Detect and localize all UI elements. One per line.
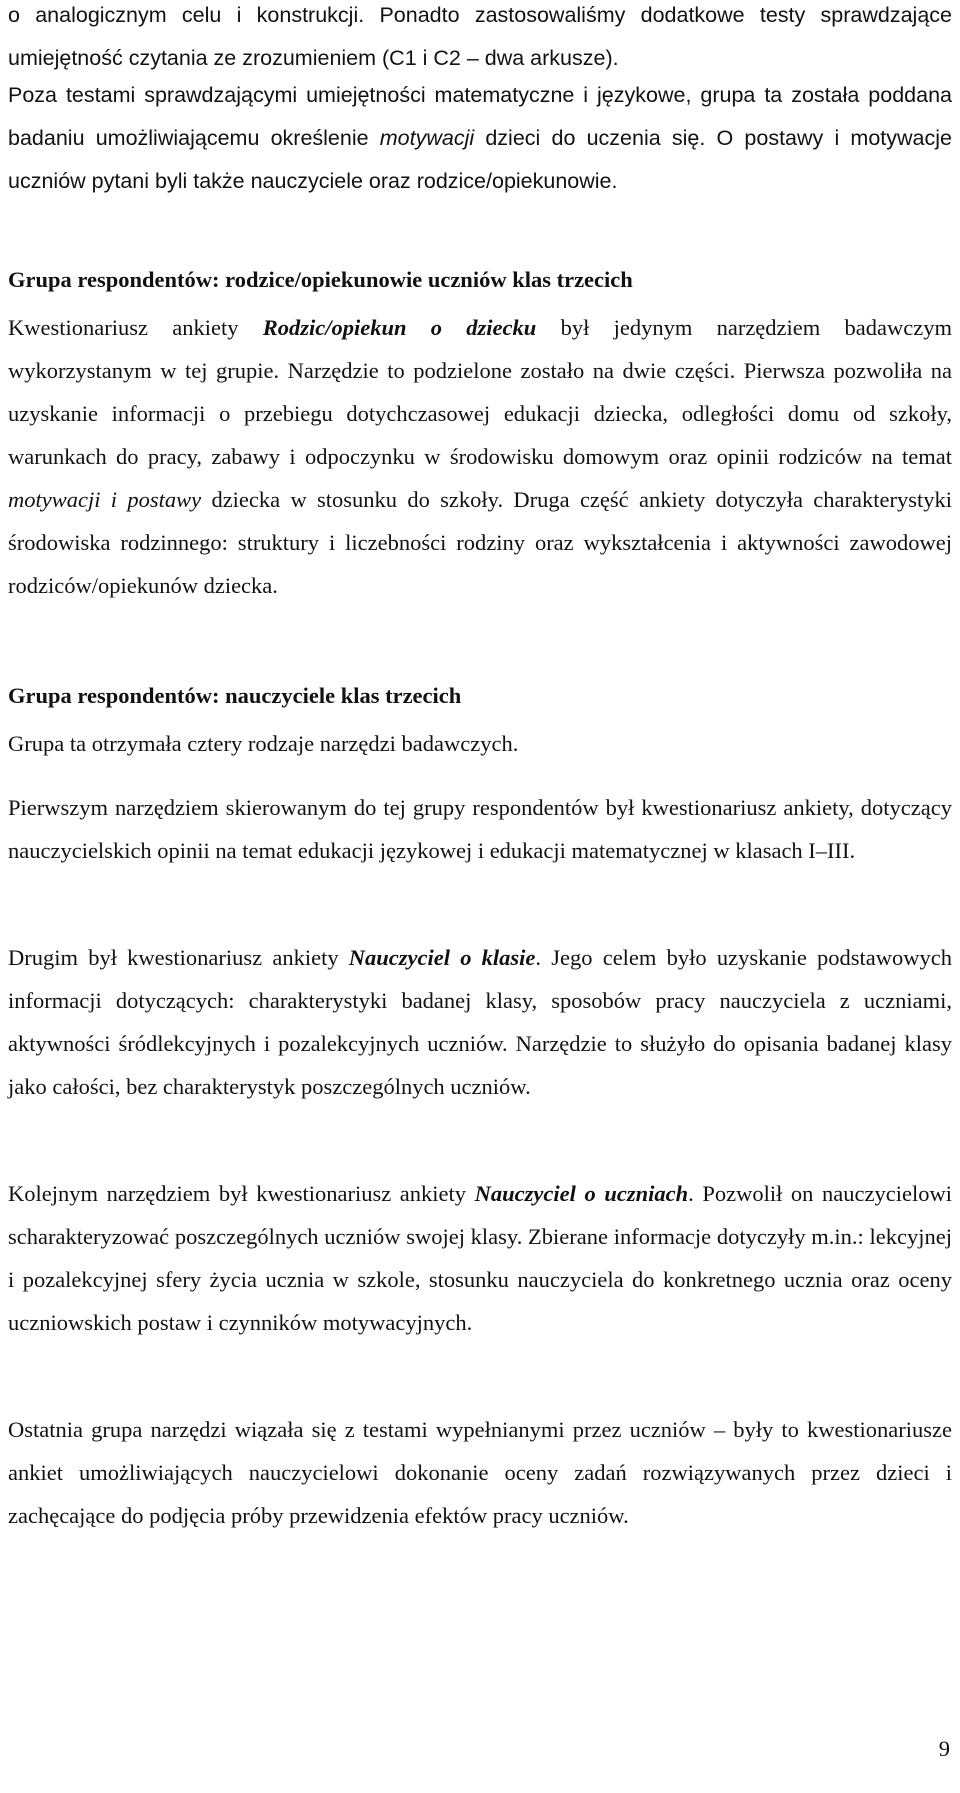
paragraph-parents-text-c: był jedynym narzędziem badawczym wykorzystanym w tej grupie. Narzędzie to podzielone zostało na dwie części. Pierwsza pozwoliła na uzyskanie informacji o przebiegu dotychczasowej edukacji dziecka, odległości domu od szkoły, warunkach do pracy, zabawy i odpoczynku w środowisku domowym oraz opinii rodziców na temat bbox=[8, 315, 952, 469]
paragraph-first-tool: Pierwszym narzędziem skierowanym do tej grupy respondentów był kwestionariusz ankiety, dotyczący nauczycielskich opinii na temat edukacji językowej i edukacji matematycznej w klasach I–III. bbox=[8, 795, 952, 863]
paragraph-third-text-c: . Pozwolił on nauczycielowi scharakteryzować poszczególnych uczniów swojej klasy. Zbierane informacje dotyczyły m.in.: lekcyjnej i pozalekcyjnej sfery życia ucznia w szkole, stosunku nauczyciela do konkretnego ucznia oraz oceny uczniowskich postaw i czynników motywacyjnych. bbox=[8, 1181, 952, 1335]
section-heading-parents: Grupa respondentów: rodzice/opiekunowie uczniów klas trzecich bbox=[8, 267, 633, 292]
paragraph-teachers-intro: Grupa ta otrzymała cztery rodzaje narzędzi badawczych. bbox=[8, 731, 519, 756]
section-heading-teachers: Grupa respondentów: nauczyciele klas trzecich bbox=[8, 683, 462, 708]
paragraph-parents-questionnaire bbox=[8, 306, 952, 607]
paragraph-parents-text-a: Kwestionariusz ankiety bbox=[8, 315, 263, 340]
paragraph-last-tool: Ostatnia grupa narzędzi wiązała się z testami wypełnianymi przez uczniów – były to kwestionariusze ankiet umożliwiających nauczycielowi dokonanie oceny zadań rozwiązywanych przez dzieci i zachęcające do podjęcia próby przewidzenia efektów pracy uczniów. bbox=[8, 1417, 952, 1528]
paragraph-motivation-text-c: dzieci do uczenia się. O postawy i motywacje uczniów pytani byli także nauczyciele oraz rodzice/opiekunowie. bbox=[8, 126, 952, 193]
paragraph-third-text-a: Kolejnym narzędziem był kwestionariusz ankiety bbox=[8, 1181, 475, 1206]
paragraph-second-text-a: Drugim był kwestionariusz ankiety bbox=[8, 945, 349, 970]
paragraph-tests-continuation: o analogicznym celu i konstrukcji. Ponadto zastosowaliśmy dodatkowe testy sprawdzające umiejętność czytania ze zrozumieniem (C1 i C2 – dwa arkusze). bbox=[8, 3, 952, 70]
page-number: 9 bbox=[938, 1736, 950, 1761]
paragraph-third-tool bbox=[8, 1172, 952, 1344]
term-motivation: motywacji bbox=[379, 126, 475, 150]
paragraph-motivation-text-a: Poza testami sprawdzającymi umiejętności matematyczne i językowe, grupa ta została poddana badaniu umożliwiającemu określenie bbox=[8, 83, 952, 150]
term-motivation-attitude: motywacji i postawy bbox=[8, 487, 202, 512]
paragraph-second-tool bbox=[8, 936, 952, 1108]
paragraph-motivation bbox=[8, 74, 952, 203]
questionnaire-title-students: Nauczyciel o uczniach bbox=[474, 1181, 689, 1206]
questionnaire-title-parent: Rodzic/opiekun o dziecku bbox=[262, 315, 537, 340]
paragraph-second-text-c: . Jego celem było uzyskanie podstawowych informacji dotyczących: charakterystyki badanej klasy, sposobów pracy nauczyciela z uczniami, aktywności śródlekcyjnych i pozalekcyjnych uczniów. Narzędzie to służyło do opisania badanej klasy jako całości, bez charakterystyk poszczególnych uczniów. bbox=[8, 945, 952, 1099]
paragraph-parents-text-e: dziecka w stosunku do szkoły. Druga część ankiety dotyczyła charakterystyki środowiska rodzinnego: struktury i liczebności rodziny oraz wykształcenia i aktywności zawodowej rodziców/opiekunów dziecka. bbox=[8, 487, 952, 598]
questionnaire-title-class: Nauczyciel o klasie bbox=[348, 945, 536, 970]
